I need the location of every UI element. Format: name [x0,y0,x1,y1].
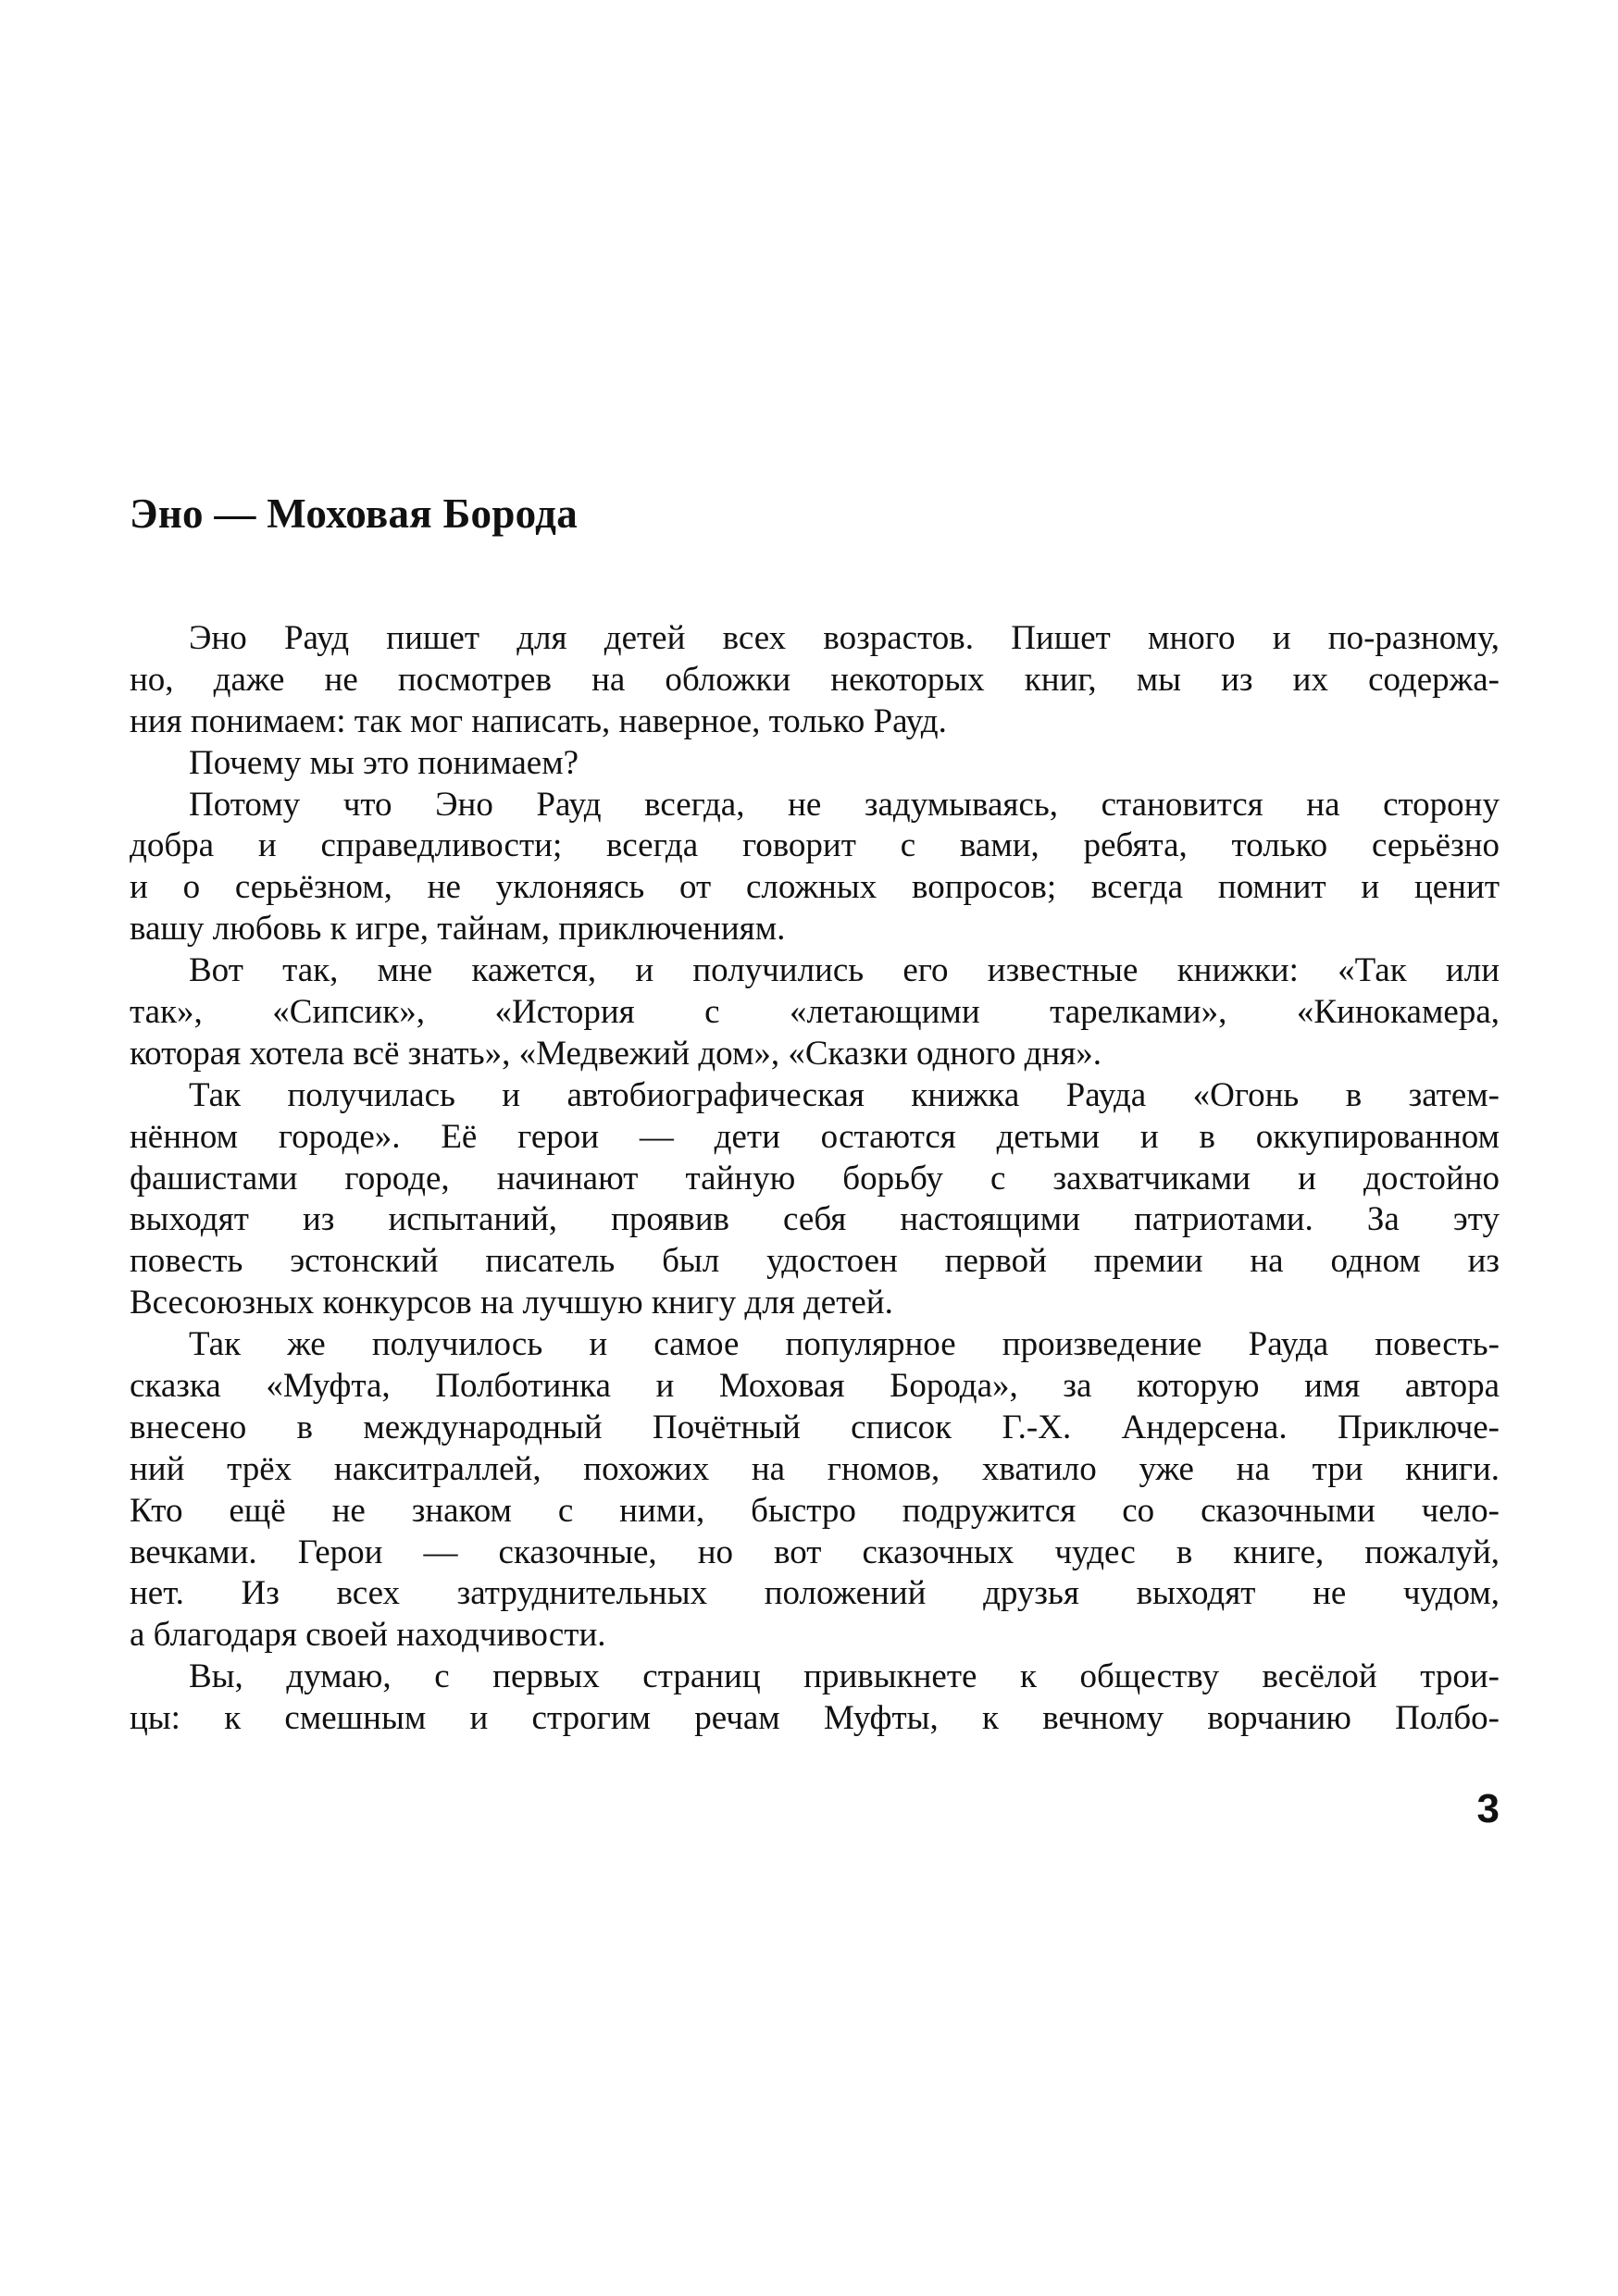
text-line: Так же получилось и самое популярное произведение Рауда повесть- [189,1325,1500,1364]
text-line: повесть эстонский писатель был удостоен первой премии на одном из [130,1242,1500,1281]
text-line: которая хотела всё знать», «Медвежий дом», «Сказки одного дня». [130,1034,1102,1073]
text-line: нет. Из всех затруднительных положений друзья выходят не чудом, [130,1574,1500,1613]
text-line: ния понимаем: так мог написать, наверное, только Рауд. [130,701,947,740]
text-line: добра и справедливости; всегда говорит с вами, ребята, только серьёзно [130,826,1500,865]
chapter-title: Эно — Моховая Борода [130,490,579,537]
text-line: Всесоюзных конкурсов на лучшую книгу для детей. [130,1284,893,1322]
text-line: Так получилась и автобиографическая книжка Рауда «Огонь в затем- [189,1075,1500,1114]
text-line: Вы, думаю, с первых страниц привыкнете к обществу весёлой трои- [189,1657,1500,1696]
text-line: фашистами городе, начинают тайную борьбу с захватчиками и достойно [130,1159,1500,1198]
text-line: сказка «Муфта, Полботинка и Моховая Борода», за которую имя автора [130,1367,1500,1406]
text-line: вашу любовь к игре, тайнам, приключениям. [130,910,786,949]
text-line: Почему мы это понимаем? [189,743,579,782]
body-text [130,618,1500,1740]
text-line: а благодаря своей находчивости. [130,1616,606,1655]
page-number: 3 [1476,1786,1500,1831]
text-line: Эно Рауд пишет для детей всех возрастов. Пишет много и по-разному, [189,619,1500,657]
text-line: цы: к смешным и строгим речам Муфты, к вечному ворчанию Полбо- [130,1699,1500,1738]
text-line: внесено в международный Почётный список Г.-Х. Андерсена. Приключе- [130,1408,1500,1446]
text-line: Вот так, мне кажется, и получились его известные книжки: «Так или [189,951,1500,990]
text-line: вечками. Герои — сказочные, но вот сказочных чудес в книге, пожалуй, [130,1533,1500,1571]
text-line: нённом городе». Её герои — дети остаются детьми и в оккупированном [130,1117,1500,1156]
text-line: выходят из испытаний, проявив себя настоящими патриотами. За эту [130,1200,1500,1239]
text-line: Кто ещё не знаком с ними, быстро подружится со сказочными чело- [130,1491,1500,1530]
text-line: Потому что Эно Рауд всегда, не задумываясь, становится на сторону [189,785,1500,824]
text-line: так», «Сипсик», «История с «летающими тарелками», «Кинокамера, [130,993,1500,1032]
text-line: и о серьёзном, не уклоняясь от сложных вопросов; всегда помнит и ценит [130,868,1500,907]
text-line: ний трёх накситраллей, похожих на гномов, хватило уже на три книги. [130,1449,1500,1488]
text-line: но, даже не посмотрев на обложки некоторых книг, мы из их содержа- [130,660,1500,699]
